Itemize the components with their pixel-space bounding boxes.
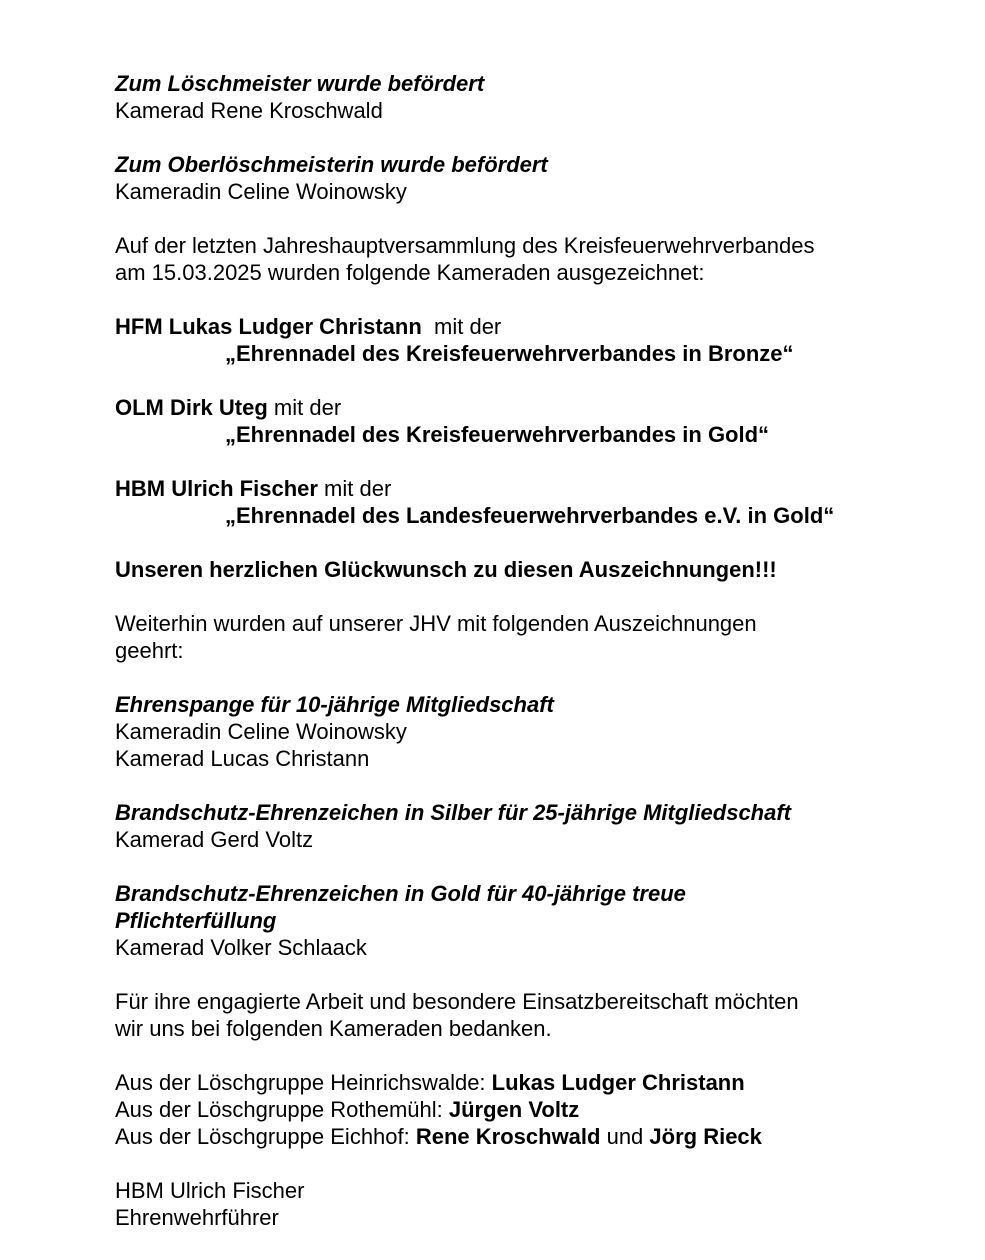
intro-line: am 15.03.2025 wurden folgende Kameraden ausgezeichnet: <box>115 260 705 285</box>
signature-role: Ehrenwehrführer <box>115 1205 279 1230</box>
award-recipient-line <box>115 394 930 421</box>
congratulations-text: Unseren herzlichen Glückwunsch zu diesen Auszeichnungen!!! <box>115 557 777 582</box>
award-connector: mit der <box>267 395 342 420</box>
loeschgruppen-list <box>115 1069 930 1150</box>
award-connector: mit der <box>421 314 502 339</box>
loeschgruppe-line <box>115 1123 930 1150</box>
honor-person: Kamerad Volker Schlaack <box>115 935 367 960</box>
honor-ehrenspange-10 <box>115 691 930 772</box>
thanks-line: Für ihre engagierte Arbeit und besondere Einsatzbereitschaft möchten <box>115 989 799 1014</box>
signature-name: HBM Ulrich Fischer <box>115 1178 305 1203</box>
promotion-person: Kameradin Celine Woinowsky <box>115 179 407 204</box>
award-recipient: HBM Ulrich Fischer <box>115 476 318 501</box>
jhv-intro-paragraph <box>115 232 930 286</box>
promotion-title: Zum Löschmeister wurde befördert <box>115 71 485 96</box>
honor-person: Kamerad Gerd Voltz <box>115 827 314 852</box>
award-medal: „Ehrennadel des Landesfeuerwehrverbandes e.V. in Gold“ <box>225 503 835 528</box>
award-connector: mit der <box>317 476 392 501</box>
further-intro-line: Weiterhin wurden auf unserer JHV mit folgenden Auszeichnungen <box>115 611 757 636</box>
honor-title: Brandschutz-Ehrenzeichen in Silber für 25-jährige Mitgliedschaft <box>115 800 792 825</box>
award-gold-kreis <box>115 394 930 448</box>
award-recipient-line <box>115 313 930 340</box>
loeschgruppe-name: Rene Kroschwald <box>415 1124 601 1149</box>
congratulations-block <box>115 556 930 583</box>
honor-title: Brandschutz-Ehrenzeichen in Gold für 40-jährige treue <box>115 881 686 906</box>
honor-title: Ehrenspange für 10-jährige Mitgliedschaft <box>115 692 554 717</box>
thanks-line: wir uns bei folgenden Kameraden bedanken. <box>115 1016 552 1041</box>
further-intro-paragraph <box>115 610 930 664</box>
loeschgruppe-name: Lukas Ludger Christann <box>491 1070 745 1095</box>
loeschgruppe-line <box>115 1069 930 1096</box>
award-recipient-line <box>115 475 930 502</box>
award-recipient: OLM Dirk Uteg <box>115 395 268 420</box>
honor-title-continued: Pflichterfüllung <box>115 908 277 933</box>
award-medal: „Ehrennadel des Kreisfeuerwehrverbandes in Gold“ <box>225 422 770 447</box>
loeschgruppe-connector: und <box>600 1124 650 1149</box>
honor-gold-40 <box>115 880 930 961</box>
honor-person: Kameradin Celine Woinowsky <box>115 719 407 744</box>
loeschgruppe-name: Jörg Rieck <box>649 1124 762 1149</box>
loeschgruppe-line <box>115 1096 930 1123</box>
loeschgruppe-prefix: Aus der Löschgruppe Rothemühl: <box>115 1097 449 1122</box>
promotion-loeschmeister <box>115 70 930 124</box>
promotion-person: Kamerad Rene Kroschwald <box>115 98 383 123</box>
promotion-title: Zum Oberlöschmeisterin wurde befördert <box>115 152 548 177</box>
award-gold-landes <box>115 475 930 529</box>
signature-block <box>115 1177 930 1231</box>
promotion-oberloeschmeisterin <box>115 151 930 205</box>
award-medal: „Ehrennadel des Kreisfeuerwehrverbandes in Bronze“ <box>225 341 794 366</box>
loeschgruppe-name: Jürgen Voltz <box>448 1097 580 1122</box>
loeschgruppe-prefix: Aus der Löschgruppe Eichhof: <box>115 1124 416 1149</box>
loeschgruppe-prefix: Aus der Löschgruppe Heinrichswalde: <box>115 1070 492 1095</box>
honor-silber-25 <box>115 799 930 853</box>
thanks-paragraph <box>115 988 930 1042</box>
award-recipient: HFM Lukas Ludger Christann <box>115 314 422 339</box>
intro-line: Auf der letzten Jahreshauptversammlung des Kreisfeuerwehrverbandes <box>115 233 815 258</box>
award-bronze <box>115 313 930 367</box>
honor-person: Kamerad Lucas Christann <box>115 746 370 771</box>
further-intro-line: geehrt: <box>115 638 184 663</box>
